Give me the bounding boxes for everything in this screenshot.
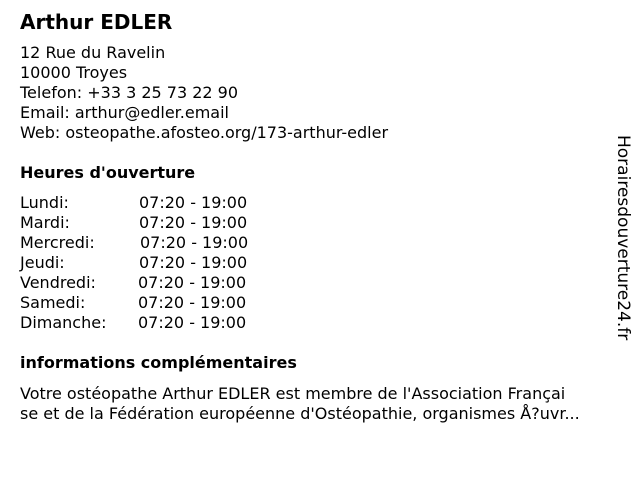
contact-block bbox=[20, 43, 388, 143]
phone-line: Telefon: +33 3 25 73 22 90 bbox=[20, 83, 239, 102]
hours-row-wednesday bbox=[20, 233, 280, 253]
web-line: Web: osteopathe.afosteo.org/173-arthur-edler bbox=[20, 123, 389, 142]
address-street: 12 Rue du Ravelin bbox=[20, 43, 166, 62]
hours-row-tuesday bbox=[20, 213, 280, 233]
hours-time-value: 07:20 - 19:00 bbox=[139, 213, 248, 232]
hours-day-label: Jeudi: bbox=[20, 253, 65, 272]
hours-day-label: Mercredi: bbox=[20, 233, 95, 252]
hours-time-value: 07:20 - 19:00 bbox=[140, 233, 249, 252]
hours-row-sunday bbox=[20, 313, 280, 333]
hours-time-value: 07:20 - 19:00 bbox=[139, 253, 248, 272]
additional-info-line: Votre ostéopathe Arthur EDLER est membre de l'Association Françai bbox=[20, 384, 566, 403]
hours-day-label: Vendredi: bbox=[20, 273, 96, 292]
hours-row-saturday bbox=[20, 293, 280, 313]
opening-hours-heading: Heures d'ouverture bbox=[20, 163, 196, 182]
additional-info-heading: informations complémentaires bbox=[20, 353, 297, 372]
hours-day-label: Samedi: bbox=[20, 293, 86, 312]
additional-info-text bbox=[20, 384, 630, 424]
hours-day-label: Mardi: bbox=[20, 213, 70, 232]
hours-time-value: 07:20 - 19:00 bbox=[138, 273, 247, 292]
site-watermark: Horairesdouverture24.fr bbox=[613, 135, 633, 341]
hours-row-thursday bbox=[20, 253, 280, 273]
hours-day-label: Lundi: bbox=[20, 193, 69, 212]
address-city: 10000 Troyes bbox=[20, 63, 128, 82]
opening-hours-table bbox=[20, 193, 280, 333]
email-line: Email: arthur@edler.email bbox=[20, 103, 229, 122]
hours-row-friday bbox=[20, 273, 280, 293]
hours-time-value: 07:20 - 19:00 bbox=[138, 313, 247, 332]
hours-time-value: 07:20 - 19:00 bbox=[139, 193, 248, 212]
hours-day-label: Dimanche: bbox=[20, 313, 107, 332]
business-name: Arthur EDLER bbox=[20, 10, 173, 34]
additional-info-line: se et de la Fédération européenne d'Ostéopathie, organismes Å?uvr... bbox=[20, 404, 580, 423]
hours-time-value: 07:20 - 19:00 bbox=[138, 293, 247, 312]
hours-row-monday bbox=[20, 193, 280, 213]
